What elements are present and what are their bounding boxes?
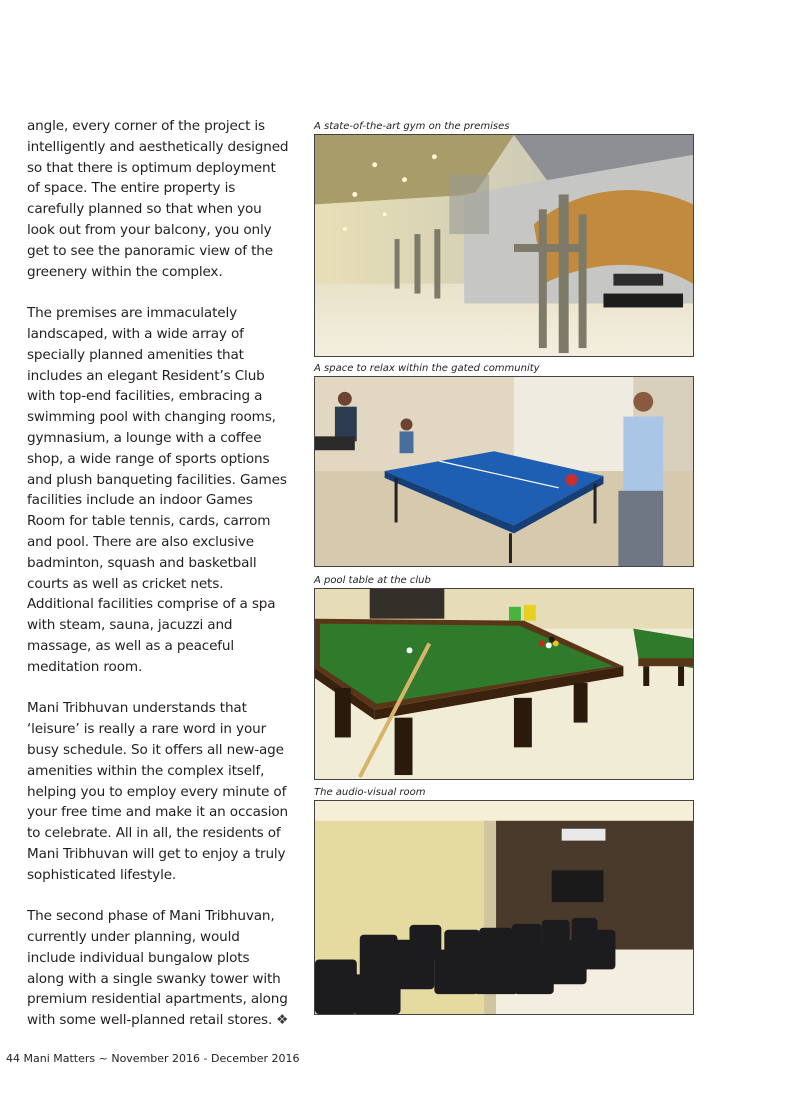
av-room-photo <box>314 800 694 1015</box>
paragraph-3: Mani Tribhuvan understands that ‘leisure’ is really a rare word in your busy schedule. So it offers all new-age amenities within the complex itself, helping you to employ every minute of your free time and make it an occasion to celebrate. All in all, the residents of Mani Tribhuvan will get to enjoy a truly sophisticated lifestyle. <box>27 700 288 883</box>
paragraph-4-text: The second phase of Mani Tribhuvan, currently under planning, would include individual bungalow plots along with a single swanky tower with premium residential apartments, along with some well-planned retail stores. <box>27 908 288 1029</box>
gym-photo-caption: A state-of-the-art gym on the premises <box>314 121 510 132</box>
paragraph-2: The premises are immaculately landscaped, with a wide array of specially planned amenities that includes an elegant Resident’s Club with top-end facilities, embracing a swimming pool with changing rooms, gymnasium, a lounge with a coffee shop, a wide range of sports options and plush banqueting facilities. Games facilities include an indoor Games Room for table tennis, cards, carrom and pool. There are also exclusive badminton, squash and basketball courts as well as cricket nets. Additional facilities comprise of a spa with steam, sauna, jacuzzi and massage, as well as a peaceful meditation room. <box>27 305 287 675</box>
pool-table-photo <box>314 588 694 780</box>
page-footer: 44 Mani Matters ~ November 2016 - December 2016 <box>6 1052 300 1065</box>
paragraph-1: angle, every corner of the project is intelligently and aesthetically designed so that there is optimum deployment of space. The entire property is carefully planned so that when you look out from your balcony, you only get to see the panoramic view of the greenery within the complex. <box>27 118 289 280</box>
av-room-photo-caption: The audio-visual room <box>314 787 426 798</box>
article-body <box>27 116 289 1052</box>
pool-table-photo-caption: A pool table at the club <box>314 575 431 586</box>
table-tennis-photo-caption: A space to relax within the gated community <box>314 363 540 374</box>
end-mark-icon: ❖ <box>276 1012 289 1029</box>
paragraph-4 <box>27 906 289 1031</box>
table-tennis-photo <box>314 376 694 567</box>
gym-photo <box>314 134 694 357</box>
